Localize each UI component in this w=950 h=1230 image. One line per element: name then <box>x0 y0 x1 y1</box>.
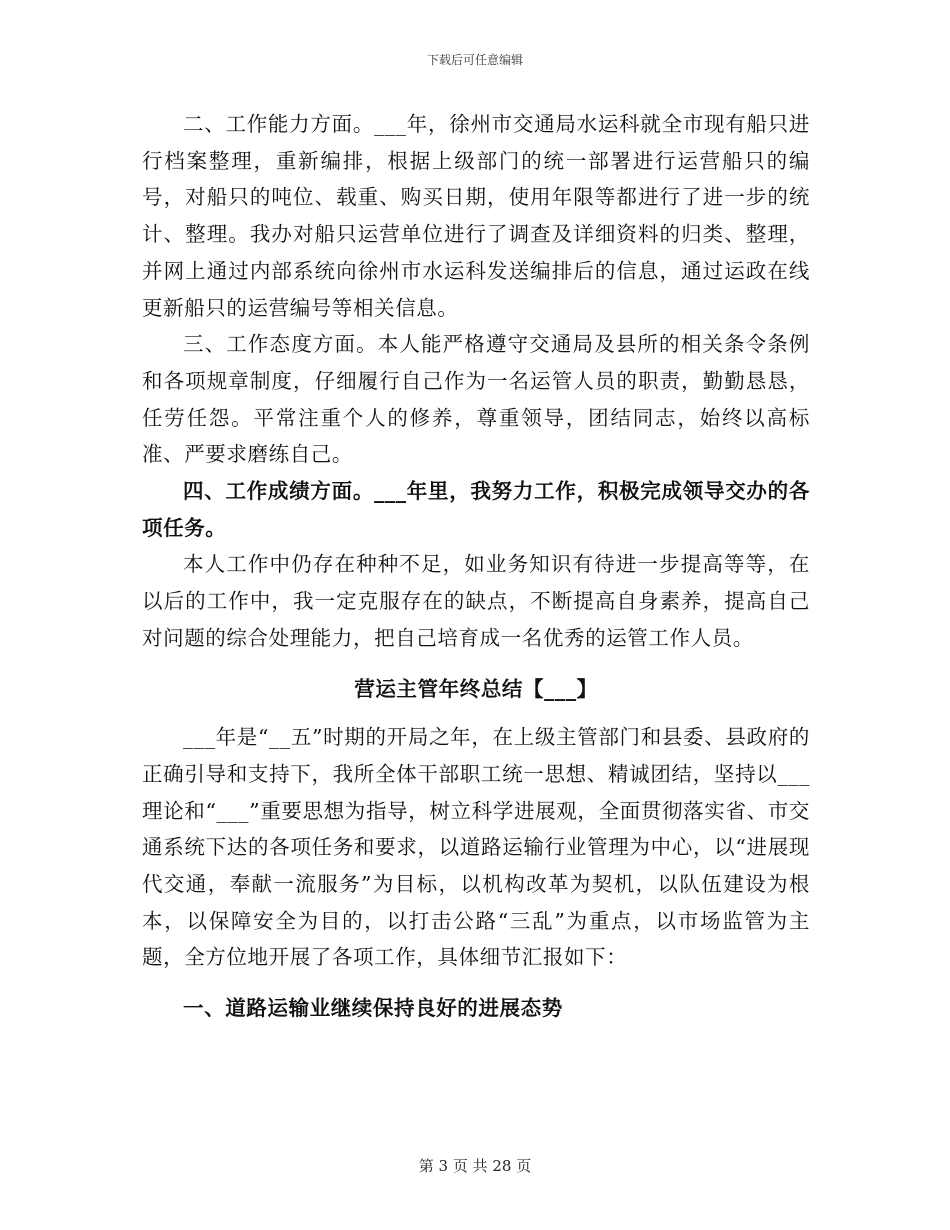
section-title: 营运主管年终总结【___】 <box>354 676 598 701</box>
paragraph-shortcomings: 本人工作中仍存在种种不足，如业务知识有待进一步提高等等，在以后的工作中，我一定克服存在的缺点，不断提高自身素养，提高自己对问题的综合处理能力，把自己培育成一名优秀的运管工作人员。 <box>142 552 810 650</box>
subheading-road-transport: 一、道路运输业继续保持良好的进展态势 <box>183 996 563 1021</box>
page-footer: 第 3 页 共 28 页 <box>418 1157 532 1175</box>
page-header: 下载后可任意编辑 <box>426 53 523 67</box>
paragraph-intro: ___年是“__五”时期的开局之年，在上级主管部门和县委、县政府的正确引导和支持下，我所全体干部职工统一思想、精诚团结，坚持以___理论和“___”重要思想为指导，树立科学进展观，全面贯彻落实省、市交通系统下达的各项任务和要求，以道路运输行业管理为中心，以“进展现代交通，奉献一流服务”为目标，以机构改革为契机，以队伍建设为根本，以保障安全为目的，以打击公路“三乱”为重点，以市场监管为主题，全方位地开展了各项工作，具体细节汇报如下： <box>142 725 810 970</box>
paragraph-work-ability: 二、工作能力方面。___年，徐州市交通局水运科就全市现有船只进行档案整理，重新编排，根据上级部门的统一部署进行运营船只的编号，对船只的吨位、载重、购买日期，使用年限等都进行了进一步的统计、整理。我办对船只运营单位进行了调查及详细资料的归类、整理，并网上通过内部系统向徐州市水运科发送编排后的信息，通过运政在线更新船只的运营编号等相关信息。 <box>142 112 810 320</box>
paragraph-work-attitude: 三、工作态度方面。本人能严格遵守交通局及县所的相关条令条例和各项规章制度，仔细履行自己作为一名运管人员的职责，勤勤恳恳，任劳任怨。平常注重个人的修养，尊重领导，团结同志，始终以高标准、严要求磨练自己。 <box>142 332 810 467</box>
paragraph-gap <box>142 976 810 990</box>
document-body <box>142 106 810 1027</box>
paragraph-work-results: 四、工作成绩方面。___年里，我努力工作，积极完成领导交办的各项任务。 <box>142 479 810 540</box>
